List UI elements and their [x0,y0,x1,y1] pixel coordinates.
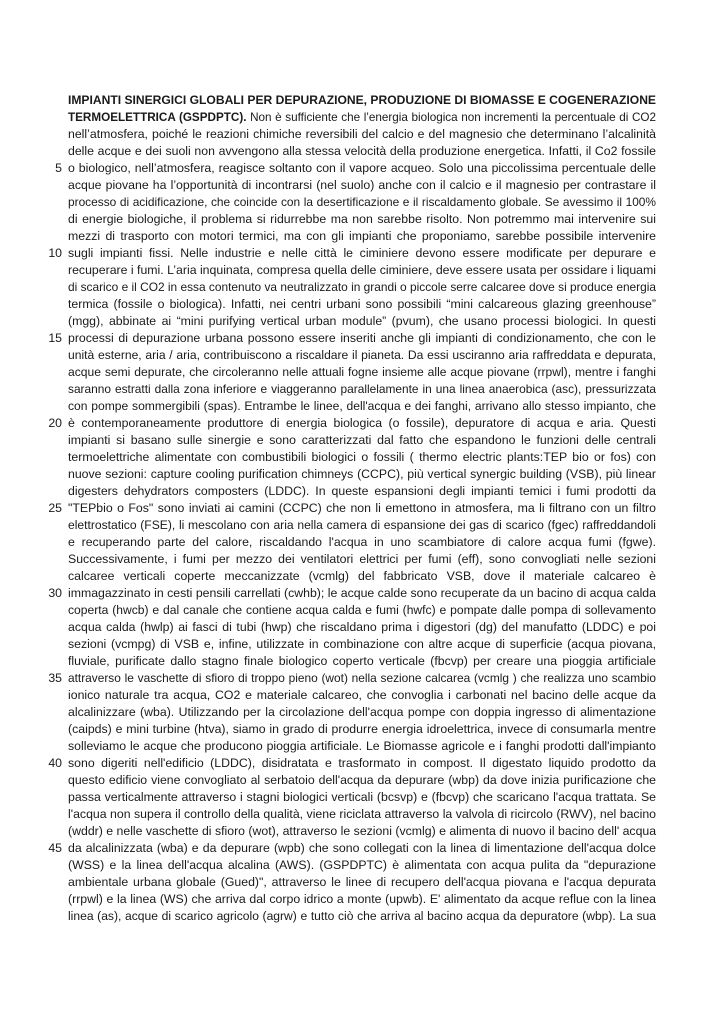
text-line: acque semi depurate, che circoleranno nelle attuali fogne insieme alle acque piovane (rrpwl), mentre i fanghi [68,365,656,379]
text-line: acqua calda (hwlp) ai fasci di tubi (hwp) che riscaldano prima i digestori (dg) del manufatto (LDDC) e poi [68,620,656,634]
text-line: termoelettriche alimentate con combustibili biologici o fossili ( thermo electric plants:TEP bio or fos) con [68,450,656,464]
text-line: (rrpwl) e la linea (WS) che arriva dal corpo idrico a monte (upwb). E' alimentato da acque reflue con la linea [68,892,656,906]
text-line: immagazzinato in cesti pensili carrellati (cwhb); le acque calde sono recuperate da un bacino di acqua calda [68,586,656,600]
text-line: coperta (hwcb) e dal canale che contiene acqua calda e fumi (hwfc) e pompate dalle pompa di sollevamento [68,603,656,617]
text-line: recuperare i fumi. L’aria inquinata, compresa quella delle ciminiere, deve essere usata per ossidare i liquami [68,263,656,277]
text-line: l'acqua non supera il controllo della qualità, viene riciclata attraverso la valvola di ricircolo (RWV), nel bacino [68,807,656,821]
text-line: con pompe sommergibili (spas). Entrambe le linee, dell'acqua e dei fanghi, arrivano allo stesso impianto, che [68,399,656,413]
text-line-2-body: Non è sufficiente che l’energia biologica non incrementi la percentuale di CO2 [246,111,656,124]
text-line: "TEPbio o Fos" sono inviati ai camini (CCPC) che non li emettono in atmosfera, ma li filtrano con un filtro [68,501,656,515]
line-number: 15 [48,331,62,345]
heading-line-1: IMPIANTI SINERGICI GLOBALI PER DEPURAZIONE, PRODUZIONE DI BIOMASSE E COGENERAZIONE [68,93,656,107]
line-number: 5 [55,161,62,175]
text-line: questo edificio viene convogliato al serbatoio dell'acqua da depurare (wbp) da dove inizia purificazione che [68,773,656,787]
line-number: 30 [48,586,62,600]
text-line: ionico naturale tra acqua, CO2 e materiale calcareo, che convoglia i carbonati nel bacino delle acque da [68,688,656,702]
text-line: acque piovane ha l’opportunità di incontrarsi (nel suolo) anche con il calcio e il magnesio per contrastare il [68,178,656,192]
text-line: elettrostatico (FSE), li mescolano con aria nella camera di espansione dei gas di scarico (fgec) raffreddandoli [68,518,656,532]
text-line: nuove sezioni: capture cooling purification chimneys (CCPC), più vertical synergic building (VSB), più linear [68,467,656,481]
text-line: è contemporaneamente produttore di energia biologica (o fossile), depuratore di acqua e aria. Questi [68,416,656,430]
text-line: mezzi di trasporto con motori termici, ma con gli impianti che proponiamo, sarebbe possibile intervenire [68,229,656,243]
text-line: (caipds) e mini turbine (htva), siamo in grado di produrre energia idroelettrica, invece di consumarla mentre [68,722,656,736]
text-line: unità esterne, aria / aria, contribuiscono a riscaldare il pianeta. Da essi usciranno aria raffreddata e depurata, [68,348,656,362]
text-line: (WSS) e la linea dell'acqua alcalina (AWS). (GSPDPTC) è alimentata con acqua pulita da "depurazione [68,858,656,872]
text-line: saranno estratti dalla zona inferiore e viaggeranno parallelamente in una linea anaerobica (asc), pressurizzata [68,382,656,396]
text-line: da alcalinizzata (wba) e da depurare (wpb) che sono collegati con la linea di limentazione dell'acqua dolce [68,841,656,855]
text-line: fluviale, purificate dallo stagno finale biologico coperto verticale (fbcvp) per creare una pioggia artificiale [68,654,656,668]
text-line: di scarico e il CO2 in essa contenuto va neutralizzato in grandi o piccole serre calcaree dove si produce energia [68,280,656,294]
text-line: alcalinizzare (wba). Utilizzando per la circolazione dell'acqua pompe con doppia ingresso di alimentazione [68,705,656,719]
text-line: (mgg), abbinate ai “mini purifying vertical urban module” (pvum), che usano processi biologici. In questi [68,314,656,328]
text-line: solleviamo le acque che producono pioggia artificiale. Le Biomasse agricole e i fanghi prodotti dall'impianto [68,739,656,753]
line-number: 40 [48,756,62,770]
text-line: termica (fossile o biologica). Infatti, nei centri urbani sono possibili “mini calcareous glazing greenhouse” [68,297,656,311]
text-line: sezioni (vcmpg) di VSB e, infine, utilizzate in combinazione con altre acque di superficie (acqua piovana, [68,637,656,651]
text-line: ambientale urbana globale (Gued)", attraverso le linee di recupero dell'acqua piovana e l'acqua depurata [68,875,656,889]
line-number: 35 [48,671,62,685]
line-number: 10 [48,246,62,260]
text-line: digesters dehydrators composters (LDDC). In queste espansioni degli impianti temici i fumi prodotti da [68,484,656,498]
text-line: sono digeriti nell'edificio (LDDC), disidratata e trasformato in compost. Il digestato liquido prodotto da [68,756,656,770]
text-line: linea (as), acque di scarico agricolo (agrw) e tutto ciò che arriva al bacino acqua da depuratore (wbp). La sua [68,909,656,923]
text-line: processi di depurazione urbana possono essere inseriti anche gli impianti di condizionamento, che con le [68,331,656,345]
text-line: passa verticalmente attraverso i stagni biologici verticali (bcsvp) e (fbcvp) che scaricano l'acqua trattata. Se [68,790,656,804]
text-line: (wddr) e nelle vaschette di sfioro (wot), attraverso le sezioni (vcmlg) e alimenta di nuovo il bacino dell' acqua [68,824,657,838]
text-line: di energie biologiche, il problema si ridurrebbe ma non sarebbe risolto. Non potremmo mai intervenire sui [68,212,656,226]
text-line: Successivamente, i fumi per mezzo dei ventilatori elettrici per fumi (eff), sono convogliati nelle sezioni [68,552,656,566]
heading-line-2: TERMOELETTRICA (GSPDPTC). [68,111,247,124]
text-line: processo di acidificazione, che coincide con la desertificazione e il riscaldamento globale. Se avessimo il 100% [68,195,656,209]
text-line-2 [68,109,656,126]
text-line: e recuperando parte del calore, riscaldando l'acqua in uno scambiatore di calore acqua fumi (fgwe). [68,535,656,549]
text-line: sugli impianti fissi. Nelle industrie e nelle città le ciminiere devono essere modificate per depurare e [68,246,656,260]
text-line: nell’atmosfera, poiché le reazioni chimiche reversibili del calcio e del magnesio che determinano l’alcalinità [68,127,656,141]
text-line: o biologico, nell’atmosfera, reagisce soltanto con il vapore acqueo. Solo una piccolissima percentuale delle [68,161,656,175]
text-line: impianti si basano sulle sinergie e sono caratterizzati dal fatto che espandono le funzioni delle centrali [68,433,656,447]
line-number: 25 [48,501,62,515]
line-number: 45 [48,841,62,855]
text-line: delle acque e dei suoli non avvengono alla stessa velocità della produzione energetica. Infatti, il Co2 fossile [68,144,656,158]
text-line: attraverso le vaschette di sfioro di troppo pieno (wot) nella sezione calcarea (vcmlg ) che realizza uno scambio [68,671,656,685]
text-line: calcaree verticali coperte meccanizzate (vcmlg) del fabbricato VSB, dove il materiale calcareo è [68,569,656,583]
text-line [68,925,656,942]
line-number: 20 [48,416,62,430]
text-line [68,942,656,959]
